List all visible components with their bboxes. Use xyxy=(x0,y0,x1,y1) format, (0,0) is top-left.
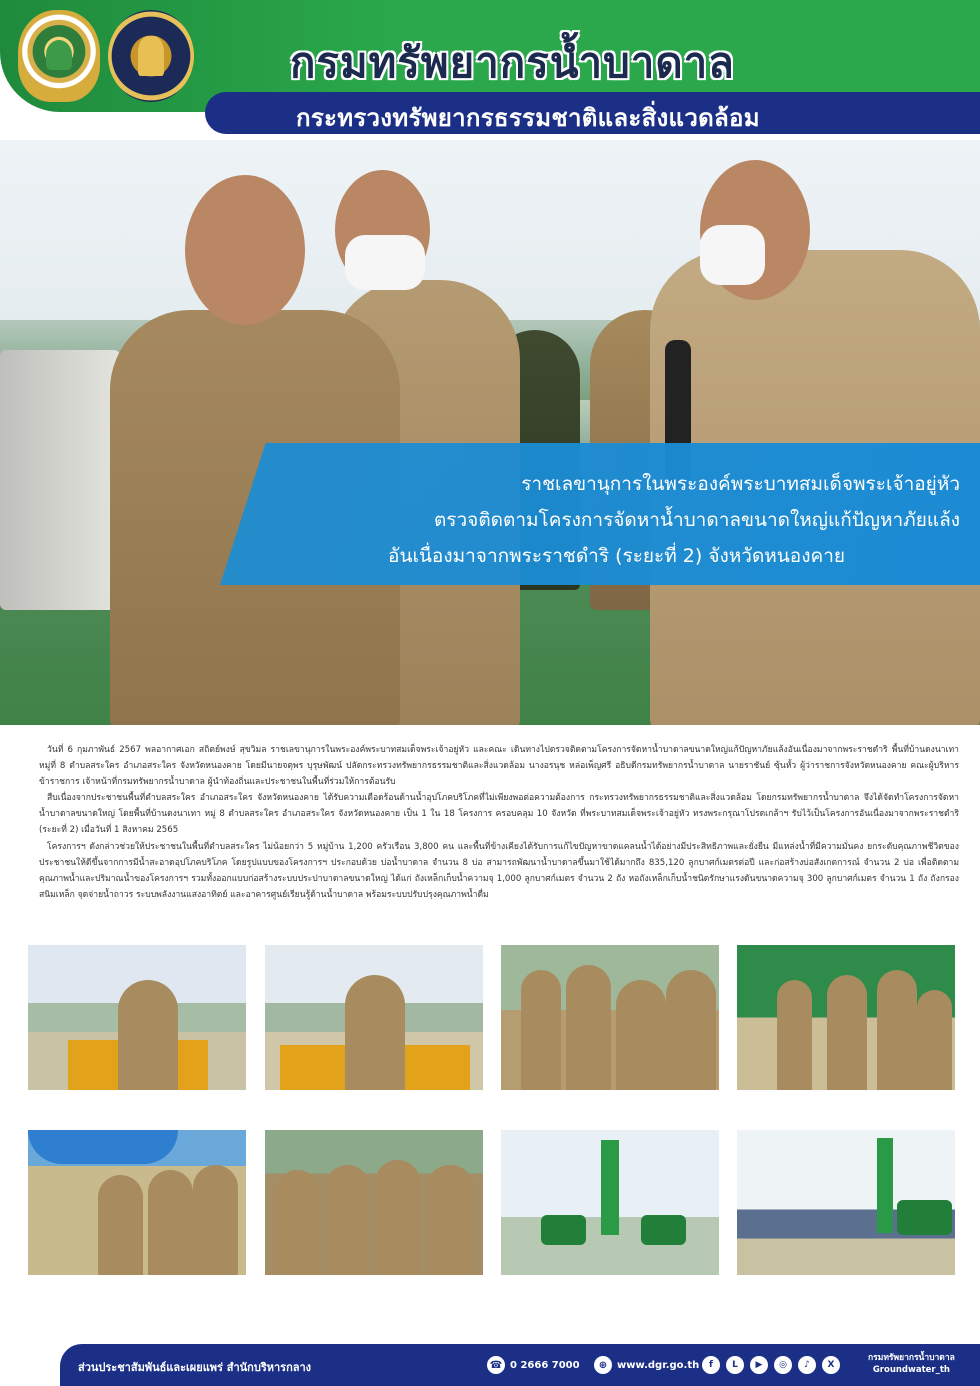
official-figure xyxy=(325,1165,370,1275)
hero-head-left xyxy=(185,175,305,325)
facebook-icon[interactable]: f xyxy=(702,1356,720,1374)
face-mask xyxy=(700,225,765,285)
umbrella xyxy=(28,1130,178,1164)
footer-phone-number: 0 2666 7000 xyxy=(510,1359,580,1371)
department-seal-logo xyxy=(108,10,194,102)
gallery-photo xyxy=(501,1130,719,1275)
gallery-photo xyxy=(265,945,483,1090)
speaker-figure xyxy=(118,980,178,1090)
speaker-figure xyxy=(345,975,405,1090)
hero-caption-line: อันเนื่องมาจากพระราชดำริ (ระยะที่ 2) จังหวัดหนองคาย xyxy=(388,545,845,567)
footer-website-url: www.dgr.go.th xyxy=(617,1359,700,1371)
dgr-emblem-logo xyxy=(18,10,100,102)
page-title: กรมทรัพยากรน้ำบาดาล xyxy=(290,38,735,87)
face-mask xyxy=(345,235,425,290)
hero-photo xyxy=(0,140,980,725)
official-figure xyxy=(566,965,611,1090)
official-figure xyxy=(193,1165,238,1275)
gallery-photo xyxy=(265,1130,483,1275)
footer-brand-handle: Groundwater_th xyxy=(872,1365,950,1375)
gallery-photo xyxy=(737,945,955,1090)
hero-air-cooler xyxy=(0,350,120,610)
footer-brand-thai: กรมทรัพยากรน้ำบาดาล xyxy=(868,1353,955,1363)
phone-icon: ☎ xyxy=(487,1356,505,1374)
footer-phone[interactable] xyxy=(487,1356,580,1374)
line-icon[interactable]: L xyxy=(726,1356,744,1374)
official-figure xyxy=(375,1160,420,1275)
official-figure xyxy=(425,1165,475,1275)
gallery-photo xyxy=(737,1130,955,1275)
official-figure xyxy=(98,1175,143,1275)
footer-unit-name: ส่วนประชาสัมพันธ์และเผยแพร่ สำนักบริหารกลาง xyxy=(78,1361,312,1374)
article-paragraph: วันที่ 6 กุมภาพันธ์ 2567 พลอากาศเอก สถิตย์พงษ์ สุขวิมล ราชเลขานุการในพระองค์พระบาทสมเด็จพระเจ้าอยู่หัว และคณะ เดินทางไปตรวจติดตามโครงการจัดหาน้ำบาดาลขนาดใหญ่แก้ปัญหาภัยแล้งอันเนื่องมาจากพระราชดำริ พื้นที่บ้านดงนาเทา หมู่ที่ 8 ตำบลสระใคร อำเภอสระใคร จังหวัดหนองคาย โดยมีนายจตุพร บุรุษพัฒน์ ปลัดกระทรวงทรัพยากรธรรมชาติและสิ่งแวดล้อม นางอรนุช หล่อเพ็ญศรี อธิบดีกรมทรัพยากรน้ำบาดาล นายราชันย์ ซุ้นหั้ว ผู้ว่าราชการจังหวัดหนองคาย คณะผู้บริหาร ข้าราชการ เจ้าหน้าที่กรมทรัพยากรน้ำบาดาล ผู้นำท้องถิ่นและประชาชนในพื้นที่ร่วมให้การต้อนรับ xyxy=(39,745,959,788)
official-figure xyxy=(616,980,666,1090)
article-paragraph: สืบเนื่องจากประชาชนพื้นที่ตำบลสระใคร อำเภอสระใคร จังหวัดหนองคาย ได้รับความเดือดร้อนด้านน้ำอุปโภคบริโภคที่ไม่เพียงพอต่อความต้องการ กระทรวงทรัพยากรธรรมชาติและสิ่งแวดล้อม โดยกรมทรัพยากรน้ำบาดาล จึงได้จัดทำโครงการจัดหาน้ำบาดาลขนาดใหญ่ โดยพื้นที่บ้านดงนาเทา หมู่ 8 ตำบลสระใคร อำเภอสระใคร จังหวัดหนองคาย เป็น 1 ใน 18 โครงการ ครอบคลุม 10 จังหวัด ที่พระบาทสมเด็จพระเจ้าอยู่หัว ทรงพระกรุณาโปรดเกล้าฯ รับไว้เป็นโครงการอันเนื่องมาจากพระราชดำริ (ระยะที่ 2) เมื่อวันที่ 1 สิงหาคม 2565 xyxy=(39,793,959,836)
water-tower xyxy=(877,1138,893,1233)
tiktok-icon[interactable]: ♪ xyxy=(798,1356,816,1374)
water-tank xyxy=(897,1200,952,1235)
official-figure xyxy=(521,970,561,1090)
water-tower xyxy=(601,1140,619,1235)
article-paragraph: โครงการฯ ดังกล่าวช่วยให้ประชาชนในพื้นที่ตำบลสระใคร ไม่น้อยกว่า 5 หมู่บ้าน 1,200 ครัวเรือน 3,800 คน และพื้นที่ข้างเคียงได้รับการแก้ไขปัญหาขาดแคลนน้ำได้อย่างมีประสิทธิภาพและยั่งยืน มีแหล่งน้ำที่มีความมั่นคง ยกระดับคุณภาพชีวิตของประชาชนให้ดีขึ้นจากการมีน้ำสะอาดอุปโภคบริโภค โดยรูปแบบของโครงการฯ ประกอบด้วย บ่อน้ำบาดาล จำนวน 8 บ่อ สามารถพัฒนาน้ำบาดาลขึ้นมาใช้ได้มากถึง 835,120 ลูกบาศก์เมตรต่อปี และก่อสร้างบ่อสังเกตการณ์ จำนวน 2 บ่อ เพื่อติดตามคุณภาพน้ำและปริมาณน้ำของโครงการฯ รวมทั้งออกแบบก่อสร้างระบบประปาบาดาลขนาดใหญ่ ได้แก่ ถังเหล็กเก็บน้ำความจุ 1,000 ลูกบาศก์เมตร จำนวน 2 ถัง หอถังเหล็กเก็บน้ำชนิดรักษาแรงดันขนาดความจุ 300 ลูกบาศก์เมตร จำนวน 1 ถัง ถังกรองสนิมเหล็ก จุดจ่ายน้ำถาวร ระบบพลังงานแสงอาทิตย์ และอาคารศูนย์เรียนรู้ด้านน้ำบาดาล พร้อมระบบปรับปรุงคุณภาพน้ำดื่ม xyxy=(39,841,959,900)
gallery-photo xyxy=(28,1130,246,1275)
hero-caption-line: ตรวจติดตามโครงการจัดหาน้ำบาดาลขนาดใหญ่แก้ปัญหาภัยแล้ง xyxy=(433,509,960,531)
social-links xyxy=(702,1356,840,1374)
official-figure xyxy=(827,975,867,1090)
official-figure xyxy=(666,970,716,1090)
official-figure xyxy=(275,1170,320,1275)
official-figure xyxy=(877,970,917,1090)
x-icon[interactable]: X xyxy=(822,1356,840,1374)
official-figure xyxy=(148,1170,193,1275)
page-subtitle: กระทรวงทรัพยากรธรรมชาติและสิ่งแวดล้อม xyxy=(296,104,760,132)
page-header xyxy=(0,0,980,140)
official-figure xyxy=(917,990,952,1090)
globe-icon: ⊕ xyxy=(594,1356,612,1374)
gallery-photo xyxy=(501,945,719,1090)
water-tank xyxy=(641,1215,686,1245)
footer-website[interactable] xyxy=(594,1356,699,1374)
footer-brand xyxy=(868,1352,955,1376)
gallery-photo xyxy=(28,945,246,1090)
water-tank xyxy=(541,1215,586,1245)
instagram-icon[interactable]: ◎ xyxy=(774,1356,792,1374)
youtube-icon[interactable]: ▶ xyxy=(750,1356,768,1374)
hero-caption-line: ราชเลขานุการในพระองค์พระบาทสมเด็จพระเจ้าอยู่หัว xyxy=(521,473,960,495)
article-body xyxy=(39,742,959,903)
official-figure xyxy=(777,980,812,1090)
